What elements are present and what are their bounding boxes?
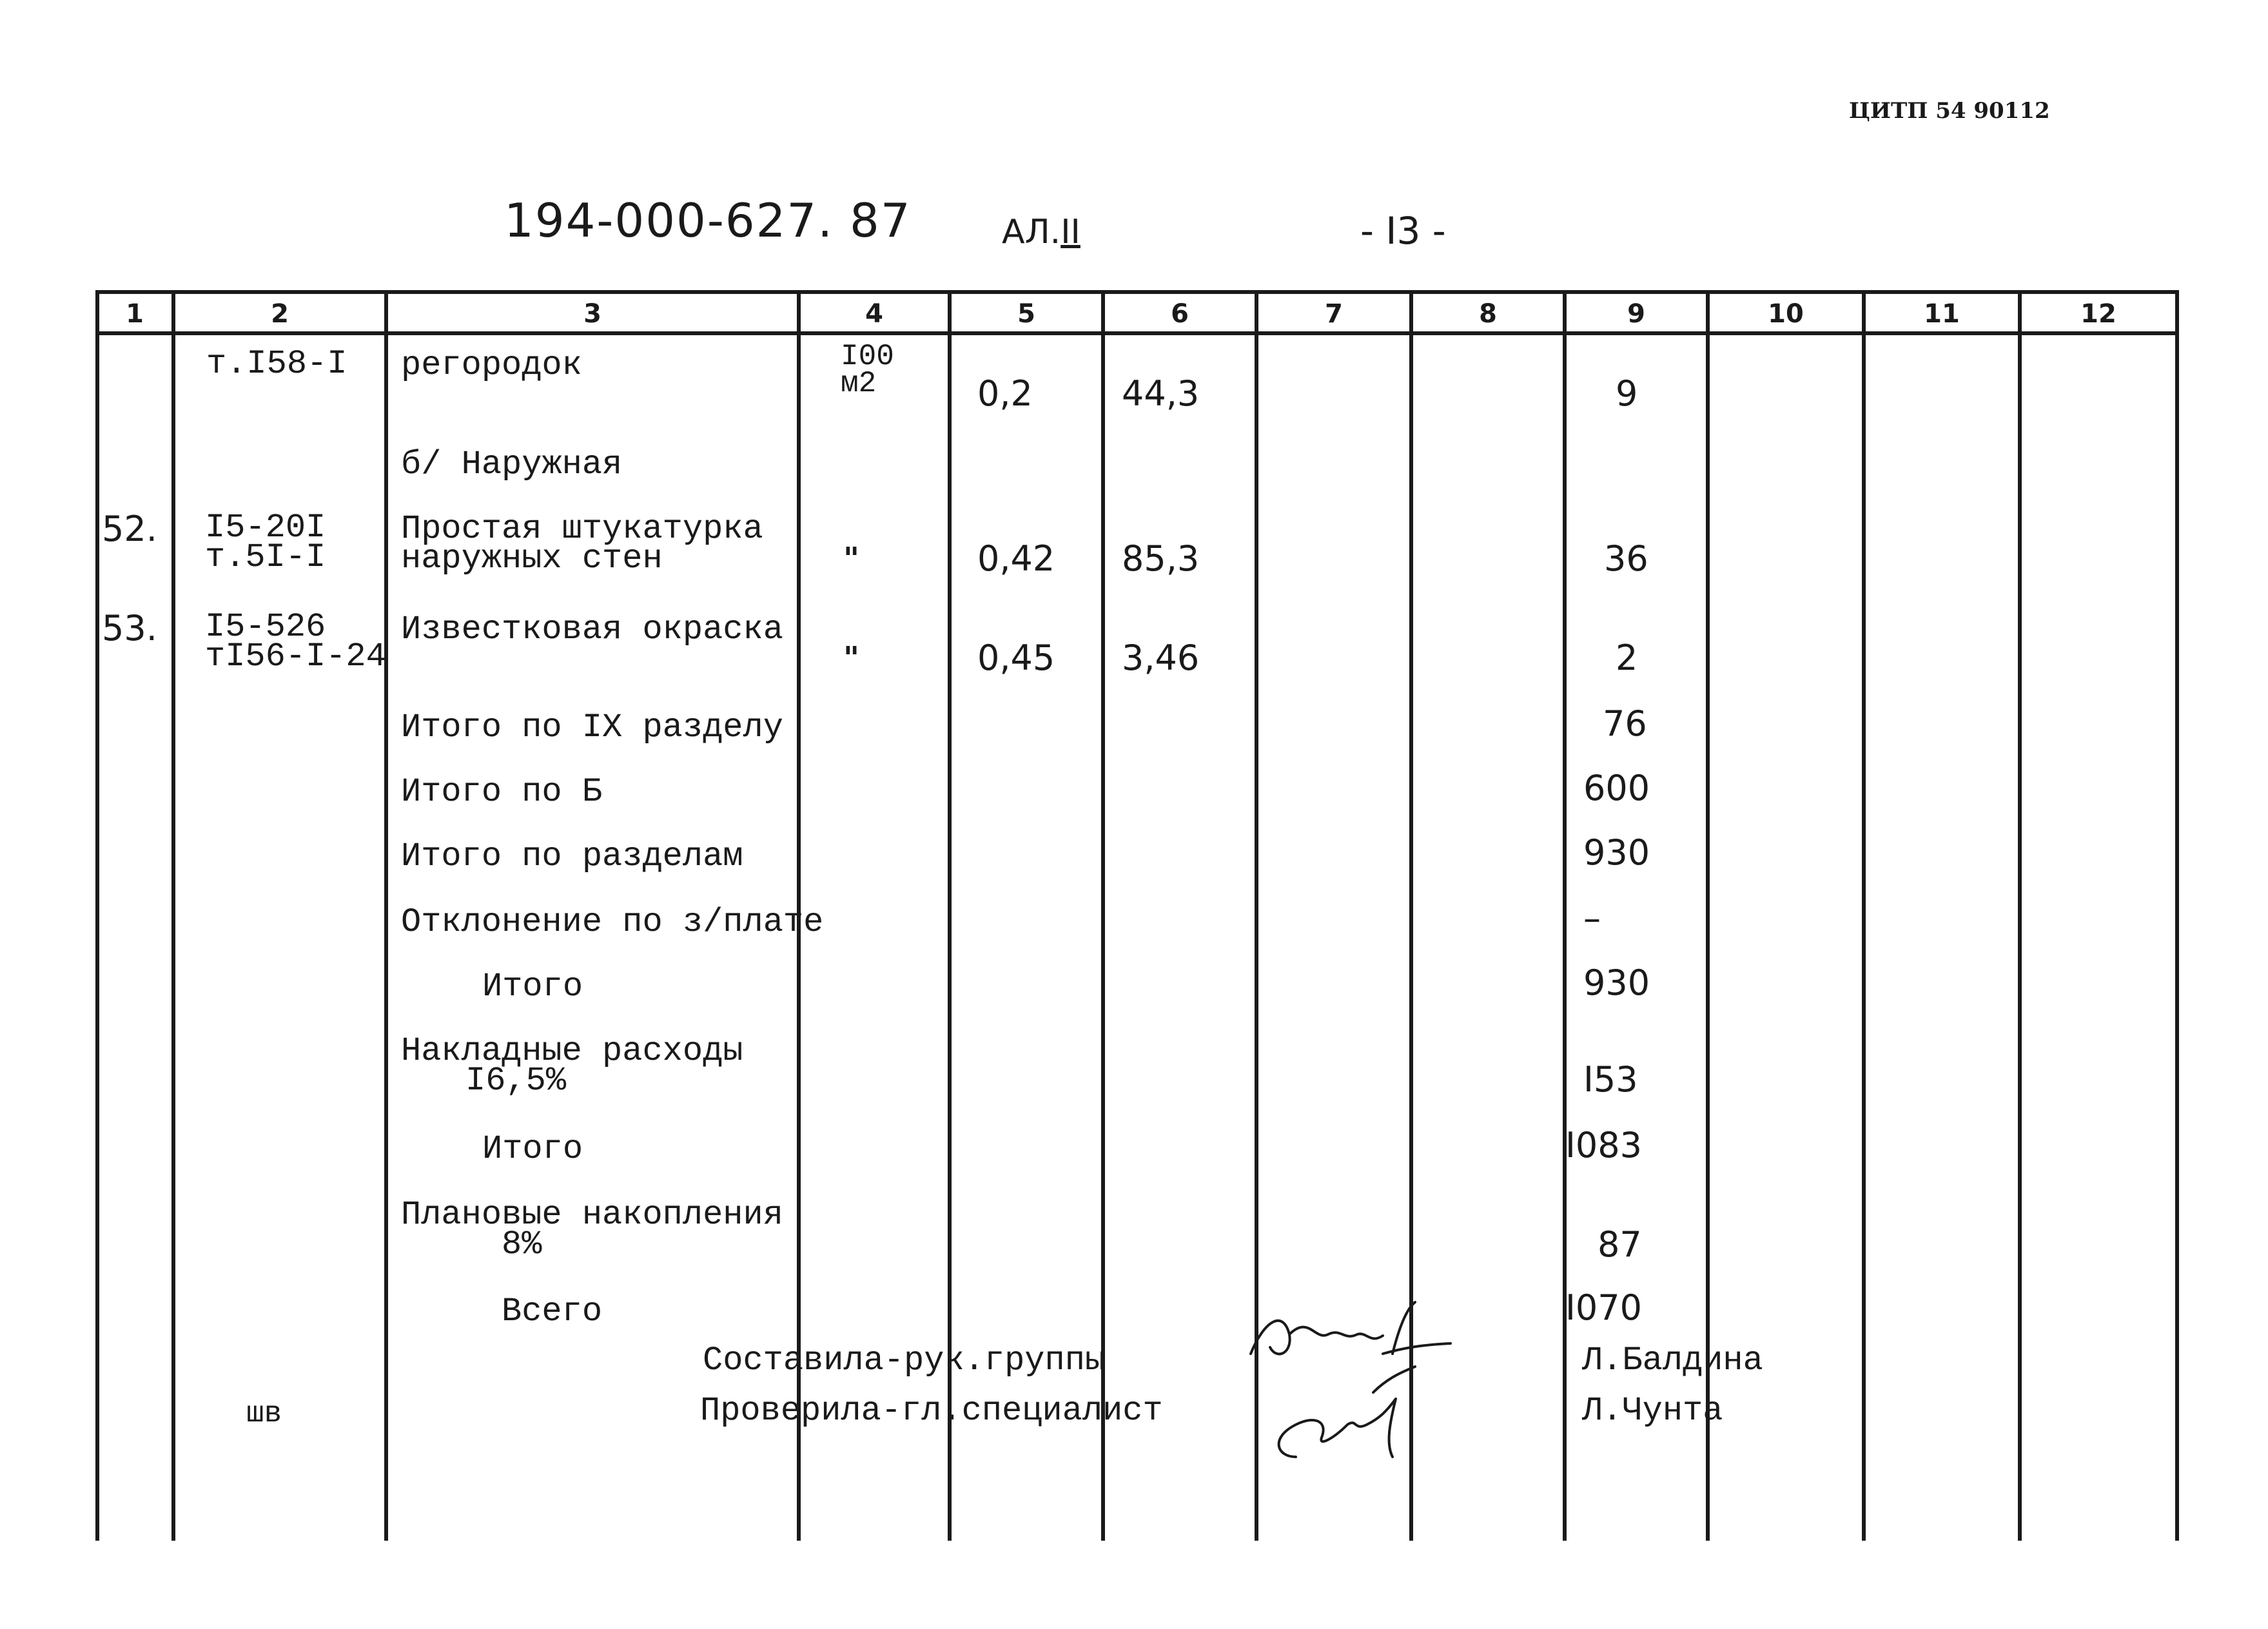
archive-mark: шв — [246, 1397, 282, 1430]
column-divider — [1862, 290, 1866, 1541]
page-number: - I3 - — [1360, 209, 1446, 253]
row-code-line: I5-20I — [205, 509, 326, 547]
row-price: 44,3 — [1122, 373, 1200, 414]
sheet-label-text: АЛ. — [1002, 213, 1061, 251]
row-unit-ditto: " — [843, 541, 860, 577]
signature-checker — [1257, 1360, 1451, 1470]
summary-label: Итого по разделам — [401, 837, 743, 875]
summary-label — [401, 1032, 743, 1100]
summary-value: – — [1583, 898, 1601, 939]
summary-value: I083 — [1565, 1125, 1642, 1166]
row-price: 3,46 — [1122, 638, 1200, 678]
row-code-line: т.5I-I — [205, 538, 326, 576]
table-top-border — [95, 290, 2179, 294]
table-header-border — [95, 331, 2179, 335]
column-header: 11 — [1924, 299, 1960, 329]
column-header: 8 — [1479, 299, 1497, 329]
column-divider — [95, 290, 99, 1541]
column-divider — [1563, 290, 1567, 1541]
summary-label: Всего — [502, 1292, 603, 1331]
summary-value: I53 — [1583, 1059, 1638, 1100]
summary-label: Итого — [482, 968, 583, 1006]
row-unit-ditto: " — [843, 640, 860, 676]
column-header: 2 — [271, 299, 289, 329]
row-total: 2 — [1616, 638, 1638, 678]
row-number: 53. — [102, 608, 157, 649]
row-code: т.I58-I — [206, 345, 347, 383]
row-name: регородок — [401, 346, 582, 384]
column-header: 1 — [126, 299, 144, 329]
row-code — [205, 608, 386, 676]
row-price: 85,3 — [1122, 538, 1200, 579]
summary-label-line: Плановые накопления — [401, 1196, 783, 1234]
summary-label: Итого по IX разделу — [401, 708, 783, 746]
column-divider — [384, 290, 388, 1541]
sheet-label — [1002, 213, 1080, 251]
compiled-by-name: Л.Балдина — [1582, 1341, 1763, 1380]
row-total: 9 — [1616, 373, 1638, 414]
summary-label — [401, 1196, 783, 1263]
column-header: 9 — [1627, 299, 1645, 329]
summary-value: 930 — [1583, 832, 1650, 873]
row-name-line: наружных стен — [401, 540, 663, 578]
summary-value: 87 — [1598, 1224, 1642, 1265]
column-header: 4 — [865, 299, 883, 329]
summary-label: Отклонение по з/плате — [401, 903, 824, 941]
checked-by-name: Л.Чунта — [1582, 1392, 1723, 1430]
row-total: 36 — [1604, 538, 1648, 579]
row-name-line: Простая штукатурка — [401, 510, 763, 548]
checked-by-role: Проверила-гл.специалист — [700, 1392, 1163, 1430]
summary-rate: 8% — [502, 1225, 542, 1263]
row-unit — [841, 340, 894, 400]
summary-value: I070 — [1565, 1287, 1642, 1328]
column-header: 12 — [2080, 299, 2116, 329]
column-header: 3 — [583, 299, 601, 329]
summary-label-line: Накладные расходы — [401, 1032, 743, 1070]
summary-value: 76 — [1603, 703, 1647, 744]
org-code: ЦИТП 54 90112 — [1849, 98, 2050, 124]
section-subheading: б/ Наружная — [401, 445, 623, 483]
row-code — [205, 509, 326, 576]
row-number: 52. — [102, 509, 157, 549]
row-unit-line: м2 — [841, 367, 877, 400]
summary-value: 600 — [1583, 768, 1650, 808]
column-header: 7 — [1325, 299, 1343, 329]
summary-rate: I6,5% — [465, 1062, 567, 1100]
column-divider — [2018, 290, 2022, 1541]
row-unit-line: I00 — [841, 340, 894, 373]
row-quantity: 0,42 — [977, 538, 1055, 579]
column-header: 5 — [1017, 299, 1035, 329]
row-name: Известковая окраска — [401, 610, 783, 649]
column-header: 10 — [1768, 299, 1804, 329]
column-header: 6 — [1171, 299, 1189, 329]
sheet-roman-number: II — [1061, 213, 1080, 251]
row-code-line: I5-526 — [205, 608, 326, 646]
document-number: 194-000-627. 87 — [504, 193, 912, 248]
row-quantity: 0,45 — [977, 638, 1055, 678]
row-code-line: тI56-I-24 — [205, 638, 386, 676]
column-divider — [2175, 290, 2179, 1541]
summary-label: Итого — [482, 1130, 583, 1168]
summary-value: 930 — [1583, 962, 1650, 1003]
row-quantity: 0,2 — [977, 373, 1033, 414]
row-name — [401, 510, 763, 578]
column-divider — [171, 290, 175, 1541]
compiled-by-role: Составила-рук.группы — [703, 1341, 1106, 1380]
summary-label: Итого по Б — [401, 773, 603, 811]
